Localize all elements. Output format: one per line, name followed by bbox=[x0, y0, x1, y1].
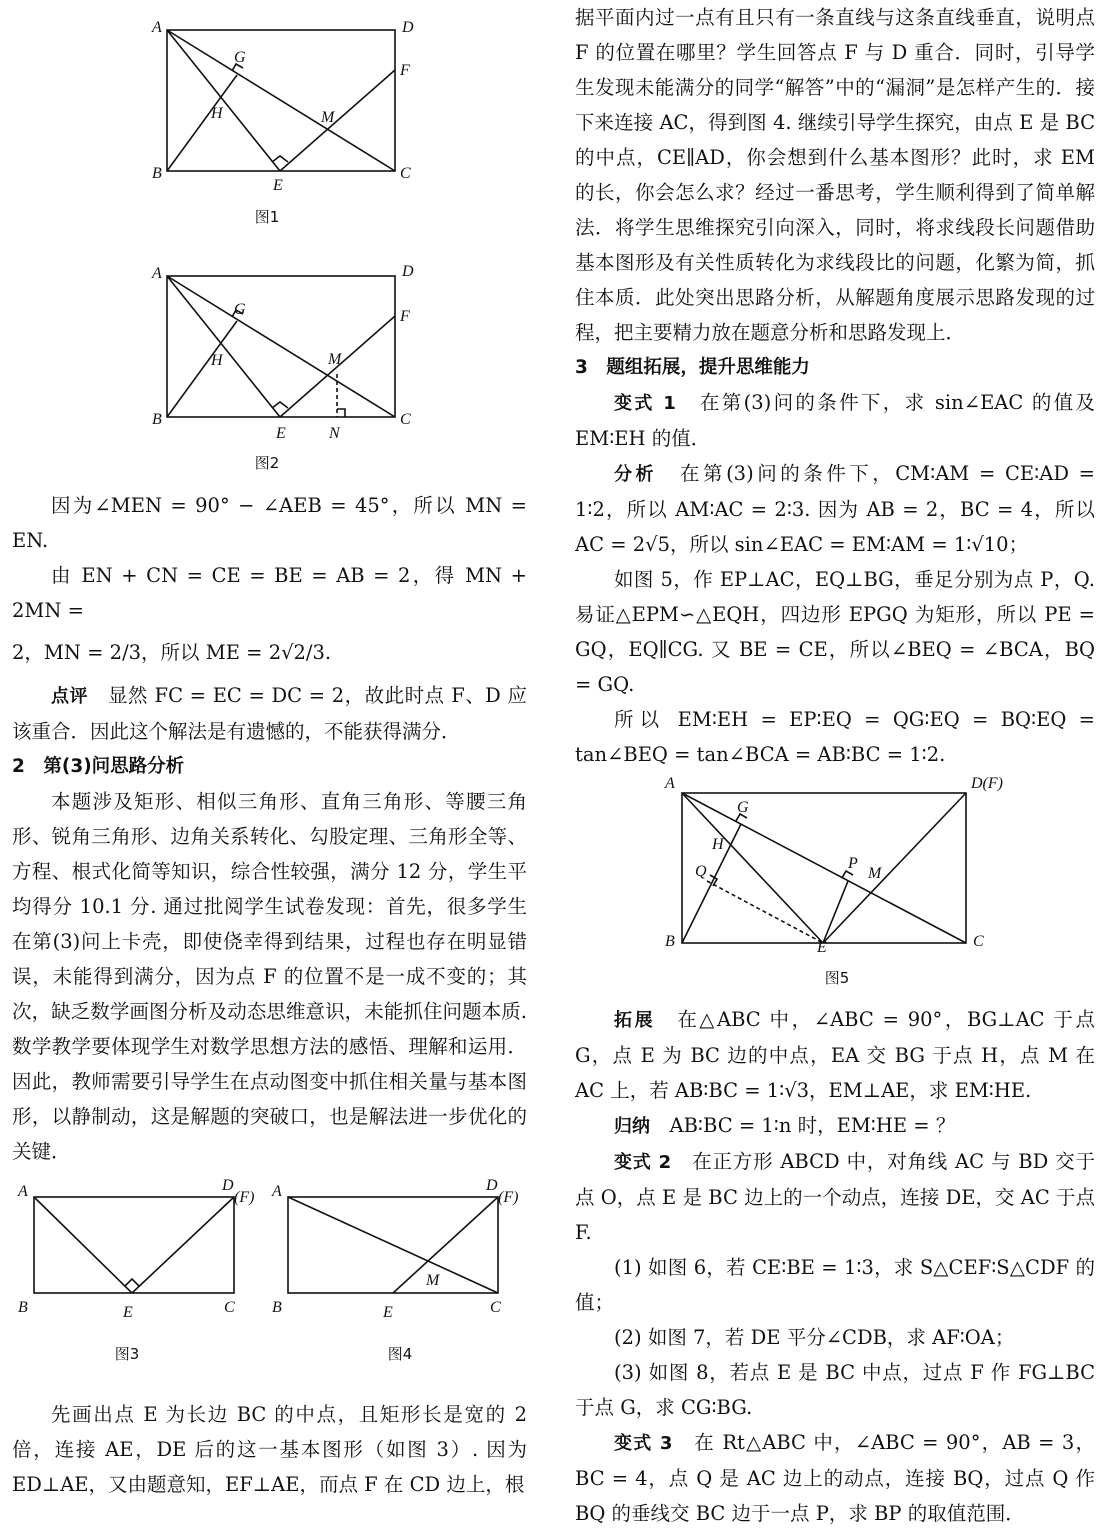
keyword-variant-3: 变式 3 bbox=[614, 1433, 673, 1454]
paragraph-text: 在正方形 ABCD 中，对角线 AC 与 BD 交于点 O，点 E 是 BC 边上的一个动点，连接 DE，交 AC 于点 F. bbox=[575, 1150, 1095, 1244]
label-E: E bbox=[817, 939, 827, 956]
label-M: M bbox=[321, 109, 335, 126]
paragraph: (1) 如图 6，若 CE∶BE = 1∶3，求 S△CEF∶S△CDF 的值； bbox=[575, 1256, 1095, 1314]
paragraph-text: 在第(3)问的条件下，求 sin∠EAC 的值及 EM∶EH 的值． bbox=[575, 391, 1095, 450]
label-E: E bbox=[276, 425, 286, 442]
label-C: C bbox=[490, 1299, 501, 1316]
figure-1 bbox=[132, 12, 422, 192]
label-C: C bbox=[973, 933, 984, 950]
paragraph-text: AB∶BC = 1∶n 时，EM∶HE = ？ bbox=[669, 1114, 956, 1137]
label-H: H bbox=[211, 352, 223, 369]
label-N: N bbox=[329, 425, 340, 442]
figure-5-diagram bbox=[655, 766, 1015, 961]
label-DF: D(F) bbox=[971, 775, 1003, 792]
label-E: E bbox=[123, 1304, 133, 1317]
left-text-block-2 bbox=[12, 1397, 527, 1502]
figure-2-diagram bbox=[132, 258, 422, 443]
paragraph-text: 在 Rt△ABC 中，∠ABC = 90°，AB = 3，BC = 4，点 Q 是 AC 边上的动点，连接 BQ，过点 Q 作 BQ 的垂线交 BC 边于一点 P，求 BP 的取值范围． bbox=[575, 1431, 1095, 1525]
label-P: P bbox=[848, 855, 858, 872]
paragraph: 2，MN = 2/3，所以 ME = 2√2/3. bbox=[12, 641, 332, 664]
label-D: D bbox=[222, 1177, 234, 1194]
label-M: M bbox=[328, 351, 342, 368]
label-F: F bbox=[400, 308, 410, 325]
paragraph: (2) 如图 7，若 DE 平分∠CDB，求 AF∶OA； bbox=[614, 1326, 1015, 1349]
section-heading: 2 第(3)问思路分析 bbox=[12, 756, 185, 777]
figure-3 bbox=[12, 1172, 262, 1317]
paragraph: 所以 EM∶EH = EP∶EQ = QG∶EQ = BQ∶EQ = tan∠BEQ = tan∠BCA = AB∶BC = 1∶2. bbox=[575, 708, 1095, 766]
figure-2 bbox=[132, 258, 422, 443]
keyword-variant-2: 变式 2 bbox=[614, 1152, 672, 1173]
figure-1-caption: 图1 bbox=[254, 208, 280, 226]
label-A: A bbox=[272, 1183, 282, 1200]
keyword-summary: 归纳 bbox=[614, 1116, 650, 1137]
label-F: F bbox=[400, 62, 410, 79]
paragraph bbox=[575, 1425, 1095, 1531]
figure-5 bbox=[655, 766, 1015, 961]
label-E: E bbox=[383, 1304, 393, 1317]
label-A: A bbox=[152, 19, 162, 36]
label-G: G bbox=[234, 301, 246, 318]
paragraph: 本题涉及矩形、相似三角形、直角三角形、等腰三角形、锐角三角形、边角关系转化、勾股定理、三角形全等、方程、根式化简等知识，综合性较强，满分 12 分，学生平均得分 10.1 分. 通过批阅学生试卷发现：首先，很多学生在第(3)问上卡壳，即使侥幸得到结果，过程也存在明显错误，未能得到满分，因为点 F 的位置不是一成不变的；其次，缺乏数学画图分析及动态思维意识，未能抓住问题本质. 数学教学要体现学生对数学思想方法的感悟、理解和运用．因此，教师需要引导学生在点动图变中抓住相关量与基本图形，以静制动，这是解题的突破口，也是解法进一步优化的关键． bbox=[12, 790, 527, 1163]
label-A: A bbox=[152, 265, 162, 282]
label-B: B bbox=[665, 933, 675, 950]
figure-1-diagram bbox=[132, 12, 422, 192]
paragraph: 据平面内过一点有且只有一条直线与这条直线垂直，说明点 F 的位置在哪里？学生回答点 F 与 D 重合．同时，引导学生发现未能满分的同学“解答”中的“漏洞”是怎样产生的．接下来连接 AC，得到图 4. 继续引导学生探究，由点 E 是 BC 的中点，CE∥AD，你会想到什么基本图形？此时，求 EM 的长，你会怎么求？经过一番思考，学生顺利得到了简单解法．将学生思维探究引向深入，同时，将求线段长问题借助基本图形及有关性质转化为求线段比的问题，化繁为简，抓住本质．此处突出思路分析，从解题角度展示思路发现的过程，把主要精力放在题意分析和思路发现上． bbox=[575, 6, 1095, 344]
paragraph-text: 在第(3)问的条件下，CM∶AM = CE∶AD = 1∶2，所以 AM∶AC = 2∶3. 因为 AB = 2，BC = 4，所以 AC = 2√5，所以 sin∠EAC = EM∶AM = 1∶√10； bbox=[575, 462, 1095, 556]
label-D: D bbox=[402, 263, 414, 280]
label-Q: Q bbox=[695, 863, 707, 880]
paragraph bbox=[575, 456, 1095, 562]
label-G: G bbox=[737, 799, 749, 816]
label-B: B bbox=[272, 1299, 282, 1316]
label-A: A bbox=[18, 1183, 28, 1200]
right-text-block bbox=[575, 0, 1095, 772]
label-F: (F) bbox=[234, 1189, 255, 1206]
paragraph bbox=[12, 678, 527, 749]
label-F: (F) bbox=[498, 1189, 519, 1206]
label-A: A bbox=[665, 775, 675, 792]
label-B: B bbox=[152, 411, 162, 428]
paragraph: 由 EN + CN = CE = BE = AB = 2，得 MN + 2MN = bbox=[12, 564, 527, 622]
keyword-extension: 拓展 bbox=[614, 1010, 656, 1031]
label-B: B bbox=[152, 165, 162, 182]
label-C: C bbox=[400, 411, 411, 428]
figure-4-diagram bbox=[270, 1172, 530, 1317]
label-G: G bbox=[234, 49, 246, 66]
paragraph bbox=[575, 1108, 1095, 1144]
figure-3-caption: 图3 bbox=[114, 1345, 140, 1363]
label-B: B bbox=[18, 1299, 28, 1316]
paragraph: (3) 如图 8，若点 E 是 BC 中点，过点 F 作 FG⊥BC 于点 G，求 CG∶BG. bbox=[575, 1361, 1095, 1419]
paragraph bbox=[575, 385, 1095, 456]
figure-4-caption: 图4 bbox=[387, 1345, 413, 1363]
figure-5-caption: 图5 bbox=[824, 969, 850, 987]
label-E: E bbox=[273, 177, 283, 192]
right-text-block-2 bbox=[575, 1002, 1095, 1531]
figure-2-caption: 图2 bbox=[254, 454, 280, 472]
label-C: C bbox=[400, 165, 411, 182]
paragraph bbox=[575, 1144, 1095, 1250]
figure-3-diagram bbox=[12, 1172, 262, 1317]
figure-4 bbox=[270, 1172, 530, 1317]
keyword-comment: 点评 bbox=[51, 686, 88, 707]
keyword-analysis: 分析 bbox=[614, 464, 658, 485]
label-M: M bbox=[868, 865, 882, 882]
label-C: C bbox=[224, 1299, 235, 1316]
paragraph-text: 显然 FC = EC = DC = 2，故此时点 F、D 应该重合．因此这个解法是有遗憾的，不能获得满分． bbox=[12, 684, 527, 743]
paragraph bbox=[575, 1002, 1095, 1108]
keyword-variant-1: 变式 1 bbox=[614, 393, 676, 414]
paragraph-text: 在△ABC 中，∠ABC = 90°，BG⊥AC 于点 G，点 E 为 BC 边的中点，EA 交 BG 于点 H，点 M 在 AC 上，若 AB∶BC = 1∶√3，EM⊥AE，求 EM∶HE. bbox=[575, 1008, 1095, 1102]
label-M: M bbox=[426, 1272, 440, 1289]
label-D: D bbox=[486, 1177, 498, 1194]
paragraph: 如图 5，作 EP⊥AC，EQ⊥BG，垂足分别为点 P，Q. 易证△EPM∽△EQH，四边形 EPGQ 为矩形，所以 PE = GQ，EQ∥CG. 又 BE = CE，所以∠BEQ = ∠BCA，BQ = GQ. bbox=[575, 568, 1095, 696]
label-H: H bbox=[712, 836, 724, 853]
left-text-block bbox=[12, 488, 527, 1169]
paragraph: 先画出点 E 为长边 BC 的中点，且矩形长是宽的 2 倍，连接 AE，DE 后的这一基本图形（如图 3）. 因为 ED⊥AE，又由题意知，EF⊥AE，而点 F 在 CD 边上，根 bbox=[12, 1403, 527, 1496]
section-heading: 3 题组拓展，提升思维能力 bbox=[575, 357, 810, 378]
label-H: H bbox=[211, 105, 223, 122]
paragraph: 因为∠MEN = 90° − ∠AEB = 45°，所以 MN = EN. bbox=[12, 494, 527, 552]
label-D: D bbox=[402, 19, 414, 36]
